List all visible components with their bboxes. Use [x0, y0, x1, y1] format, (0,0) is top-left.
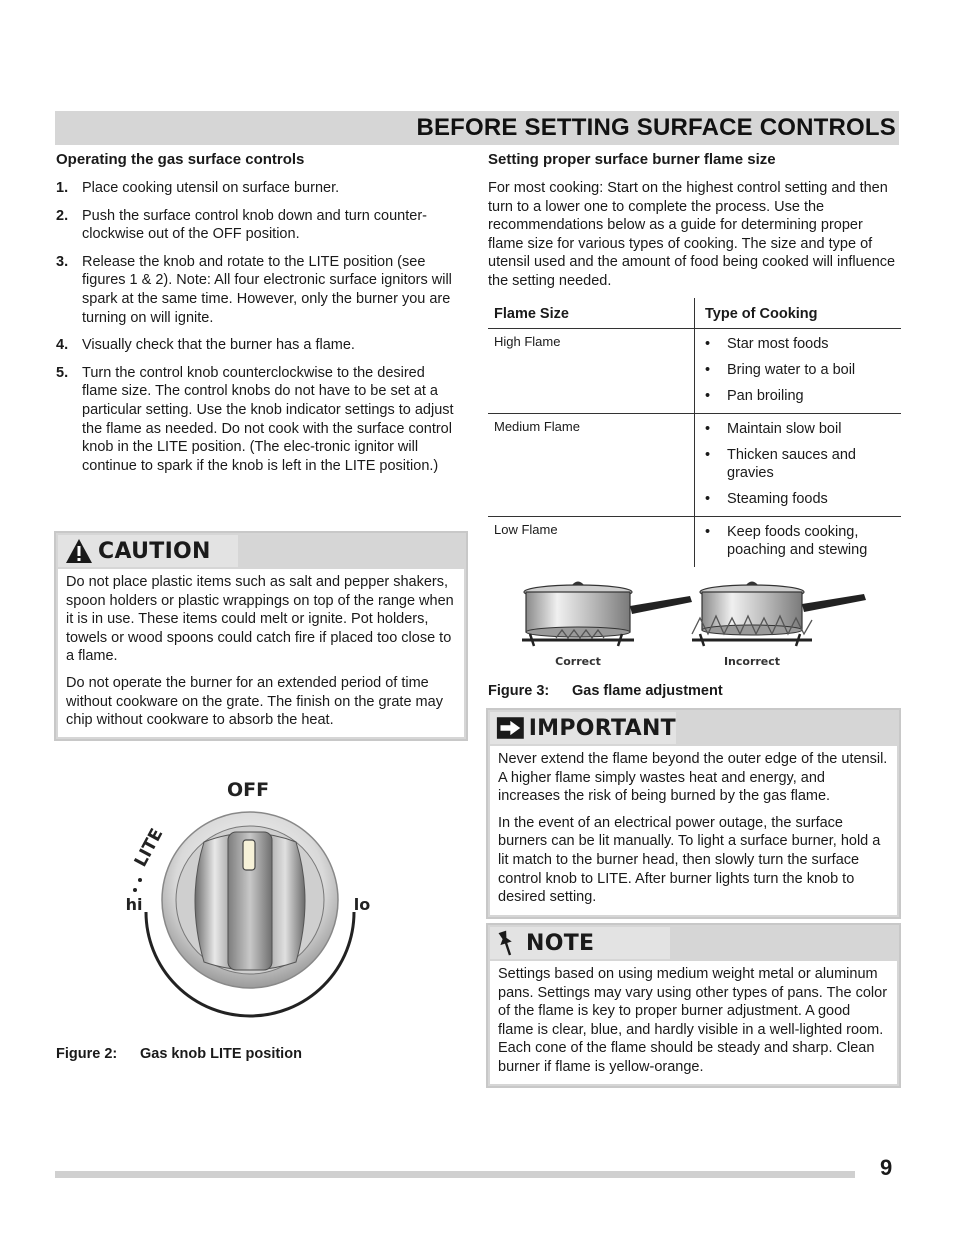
right-intro: For most cooking: Start on the highest control setting and then turn to a lower one to complete the process. Use the recommendations below as a guide for determining proper flame size for various types of cooking. The size and type of utensil used and the amount of food being cooked will influence the setting needed. — [488, 180, 896, 289]
left-heading: Operating the gas surface controls — [56, 151, 305, 168]
caution-tab — [58, 535, 238, 567]
arrow-right-icon — [496, 715, 525, 741]
important-label: IMPORTANT — [528, 715, 676, 741]
note-header — [488, 925, 899, 961]
step-item: 5. Turn the control knob counterclockwise to the desired flame size. The control knobs do not have to be set at a particular setting. Use the knob indicator settings to adjust the flame as needed. Do not cook with the surface control knob in the LITE position. (The elec-tronic ignitor will continue to spark if the knob is left in the LITE position.) — [56, 364, 454, 474]
table-row: Low Flame • Keep foods cooking, poaching and stewing — [488, 517, 901, 568]
list-item: • Thicken sauces and gravies — [701, 446, 895, 482]
list-item: • Pan broiling — [701, 387, 895, 405]
incorrect-label: Incorrect — [723, 655, 781, 668]
flame-adjustment-illustration — [512, 576, 872, 670]
list-item: • Bring water to a boil — [701, 361, 895, 379]
caution-label: CAUTION — [98, 538, 211, 564]
incorrect-pan-icon — [692, 582, 866, 669]
important-box — [486, 708, 901, 919]
table-header-flame-size: Flame Size — [494, 306, 569, 322]
list-item: • Star most foods — [701, 335, 895, 353]
important-header — [488, 710, 899, 746]
knob-off-label: OFF — [226, 779, 270, 801]
list-item: • Keep foods cooking, poaching and stewing — [701, 523, 895, 559]
step-item: 4. Visually check that the burner has a flame. — [56, 337, 355, 354]
step-item: 3. Release the knob and rotate to the LITE position (see figures 1 & 2). Note: All four electronic surface ignitors will spark at the same time. However, only the burner you are turning on will ignite. — [56, 253, 452, 326]
list-item: • Maintain slow boil — [701, 420, 895, 438]
table-row: Medium Flame • Maintain slow boil • Thicken sauces and gravies • Steaming foods — [488, 414, 901, 517]
list-item: • Steaming foods — [701, 490, 895, 508]
table-row: High Flame • Star most foods • Bring water to a boil • Pan broiling — [488, 329, 901, 414]
table-header-row — [488, 298, 901, 329]
knob-lo-label: lo — [353, 895, 371, 914]
step-item: 2. Push the surface control knob down and turn counter-clockwise out of the OFF position. — [56, 207, 427, 243]
footer-bar — [55, 1171, 855, 1178]
right-heading: Setting proper surface burner flame size — [488, 151, 776, 168]
figure3-caption: Figure 3: Gas flame adjustment — [488, 683, 723, 699]
figure2-caption: Figure 2: Gas knob LITE position — [56, 1046, 302, 1062]
caution-paragraph: Do not place plastic items such as salt and pepper shakers, spoon holders or plastic wrappings on top of the range when it is in use. These items could melt or ignite. Pot holders, towels or wood spoons could catch fire if placed too close to a flame. — [66, 574, 454, 665]
gas-knob-illustration — [118, 772, 378, 1024]
table-header-type-of-cooking: Type of Cooking — [695, 298, 902, 329]
caution-header — [56, 533, 466, 569]
note-label: NOTE — [526, 930, 595, 956]
important-content — [490, 746, 897, 915]
warning-triangle-icon — [64, 537, 94, 565]
steps-list — [56, 179, 464, 484]
knob-lite-label: LITE — [130, 825, 168, 871]
caution-content — [58, 569, 464, 737]
important-tab — [490, 712, 676, 744]
caution-box — [54, 531, 468, 741]
note-content — [490, 961, 897, 1084]
correct-pan-icon — [522, 582, 692, 669]
flame-size-table — [488, 298, 901, 567]
step-item: 1. Place cooking utensil on surface burner. — [56, 180, 340, 196]
note-box — [486, 923, 901, 1088]
pushpin-icon — [496, 929, 518, 957]
knob-hi-label: hi — [125, 895, 143, 914]
caution-paragraph: Do not operate the burner for an extended period of time without cookware on the grate. The finish on the grate may chip without cookware to absorb the heat. — [66, 674, 443, 729]
important-paragraph: In the event of an electrical power outage, the surface burners can be lit manually. To light a surface burner, hold a lit match to the burner head, then slowly turn the surface control knob to LITE. After burner lights turn the knob to desired setting. — [498, 814, 881, 906]
important-paragraph: Never extend the flame beyond the outer edge of the utensil. A higher flame simply wastes heat and energy, and increases the risk of being burned by the gas flame. — [498, 751, 888, 805]
page-number: 9 — [880, 1155, 893, 1180]
note-paragraph: Settings based on using medium weight metal or aluminum pans. Settings may vary using other types of pans. The color of the flame is key to proper burner adjustment. A good flame is clear, blue, and hardly visible in a well-lighted room. Each cone of the flame should be steady and sharp. Clean burner if flame is yellow-orange. — [498, 966, 888, 1075]
correct-label: Correct — [555, 655, 601, 668]
note-tab — [490, 927, 670, 959]
page-title: BEFORE SETTING SURFACE CONTROLS — [416, 114, 896, 141]
title-bar — [55, 111, 899, 145]
